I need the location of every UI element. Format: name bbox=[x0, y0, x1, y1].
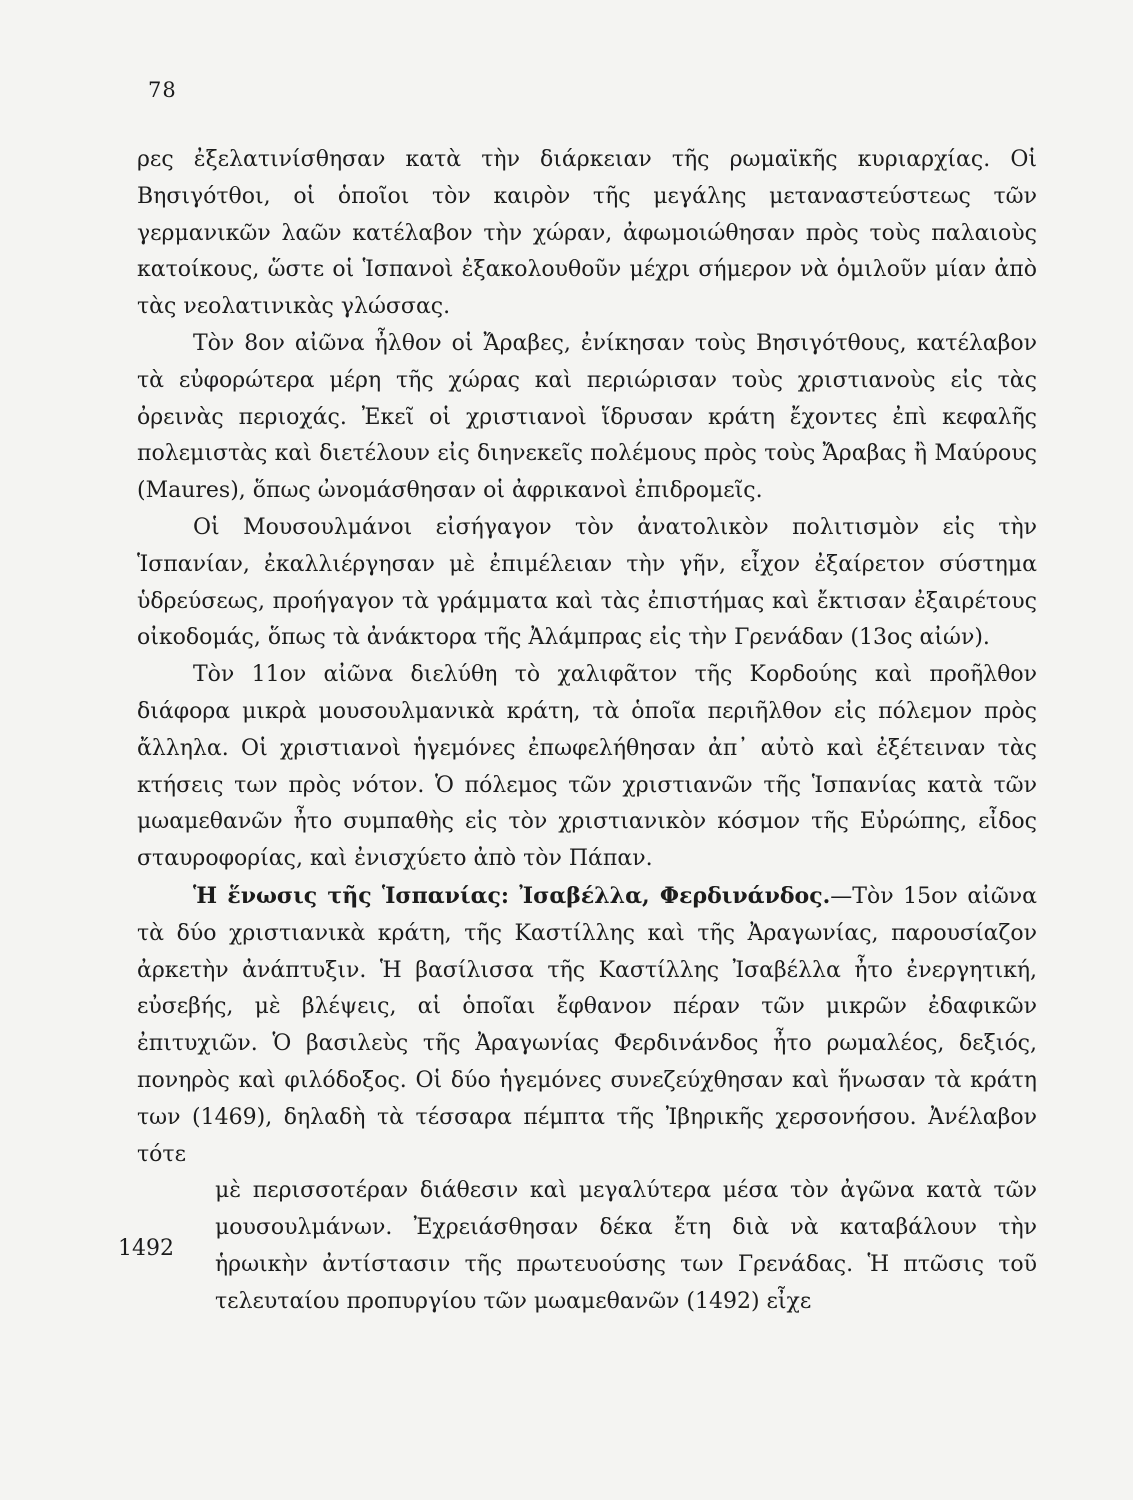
body-text bbox=[137, 142, 1037, 1321]
section-text: —Τὸν 15ον αἰῶνα τὰ δύο χριστιανικὰ κράτη, τῆς Καστίλλης καὶ τῆς Ἀραγωνίας, παρουσίαζον ἀρκετὴν ἀνάπτυξιν. Ἡ βασίλισσα τῆς Καστίλλης Ἰσαβέλλα ἦτο ἐνεργητική, εὐσεβής, μὲ βλέψεις, αἱ ὁποῖαι ἔφθανον πέραν τῶν μικρῶν ἐδαφικῶν ἐπιτυχιῶν. Ὁ βασιλεὺς τῆς Ἀραγωνίας Φερδινάνδος ἦτο ρωμαλέος, δεξιός, πονηρὸς καὶ φιλόδοξος. Οἱ δύο ἡγεμόνες συνεζεύχθησαν καὶ ἥνωσαν τὰ κράτη των (1469), δηλαδὴ τὰ τέσσαρα πέμπτα τῆς Ἰβηρικῆς χερσονήσου. Ἀνέλαβον τότε bbox=[137, 883, 1038, 1167]
paragraph: ρες ἐξελατινίσθησαν κατὰ τὴν διάρκειαν τῆς ρωμαϊκῆς κυριαρχίας. Οἱ Βησιγότθοι, οἱ ὁποῖοι τὸν καιρὸν τῆς μεγάλης μεταναστεύστεως τῶν γερμανικῶν λαῶν κατέλαβον τὴν χώραν, ἀφωμοιώθησαν πρὸς τοὺς παλαιοὺς κατοίκους, ὥστε οἱ Ἱσπανοὶ ἐξακολουθοῦν μέχρι σήμερον νὰ ὁμιλοῦν μίαν ἀπὸ τὰς νεολατινικὰς γλώσσας. bbox=[137, 147, 1037, 320]
paragraph: Τὸν 8ον αἰῶνα ἦλθον οἱ Ἄραβες, ἐνίκησαν τοὺς Βησιγότθους, κατέλαβον τὰ εὐφορώτερα μέρη τῆς χώρας καὶ περιώρισαν τοὺς χριστιανοὺς εἰς τὰς ὀρεινὰς περιοχάς. Ἐκεῖ οἱ χριστιανοὶ ἵδρυσαν κράτη ἔχοντες ἐπὶ κεφαλῆς πολεμιστὰς καὶ διετέλουν εἰς διηνεκεῖς πολέμους πρὸς τοὺς Ἄραβας ἢ Μαύρους (Maures), ὅπως ὠνομάσθησαν οἱ ἀφρικανοὶ ἐπιδρομεῖς. bbox=[137, 330, 1037, 504]
page-number: 78 bbox=[148, 78, 177, 102]
paragraph: Τὸν 11ον αἰῶνα διελύθη τὸ χαλιφᾶτον τῆς Κορδούης καὶ προῆλθον διάφορα μικρὰ μουσουλμανικὰ κράτη, τὰ ὁποῖα περιῆλθον εἰς πόλεμον πρὸς ἄλληλα. Οἱ χριστιανοὶ ἡγεμόνες ἐπωφελήθησαν ἀπ᾽ αὐτὸ καὶ ἐξέτειναν τὰς κτήσεις των πρὸς νότον. Ὁ πόλεμος τῶν χριστιανῶν τῆς Ἱσπανίας κατὰ τῶν μωαμεθανῶν ἦτο συμπαθὴς εἰς τὸν χριστιανικὸν κόσμον τῆς Εὐρώπης, εἶδος σταυροφορίας, καὶ ἐνισχύετο ἀπὸ τὸν Πάπαν. bbox=[137, 662, 1037, 872]
section-title: Ἡ ἕνωσις τῆς Ἱσπανίας: Ἰσαβέλλα, Φερδινάνδος. bbox=[193, 882, 831, 909]
section-paragraph bbox=[137, 878, 1037, 1173]
margin-year-note: 1492 bbox=[118, 1236, 174, 1261]
section-paragraph-continued: μὲ περισσοτέραν διάθεσιν καὶ μεγαλύτερα μέσα τὸν ἀγῶνα κατὰ τῶν μουσουλμάνων. Ἐχρειάσθησαν δέκα ἔτη διὰ νὰ καταβάλουν τὴν ἡρωικὴν ἀντίστασιν τῆς πρωτευούσης των Γρενάδας. Ἡ πτῶσις τοῦ τελευταίου προπυργίου τῶν μωαμεθανῶν (1492) εἶχε bbox=[215, 1178, 1037, 1314]
paragraph: Οἱ Μουσουλμάνοι εἰσήγαγον τὸν ἀνατολικὸν πολιτισμὸν εἰς τὴν Ἱσπανίαν, ἐκαλλιέργησαν μὲ ἐπιμέλειαν τὴν γῆν, εἶχον ἐξαίρετον σύστημα ὑδρεύσεως, προήγαγον τὰ γράμματα καὶ τὰς ἐπιστήμας καὶ ἔκτισαν ἐξαιρέτους οἰκοδομάς, ὅπως τὰ ἀνάκτορα τῆς Ἀλάμπρας εἰς τὴν Γρενάδαν (13ος αἰών). bbox=[137, 514, 1037, 651]
